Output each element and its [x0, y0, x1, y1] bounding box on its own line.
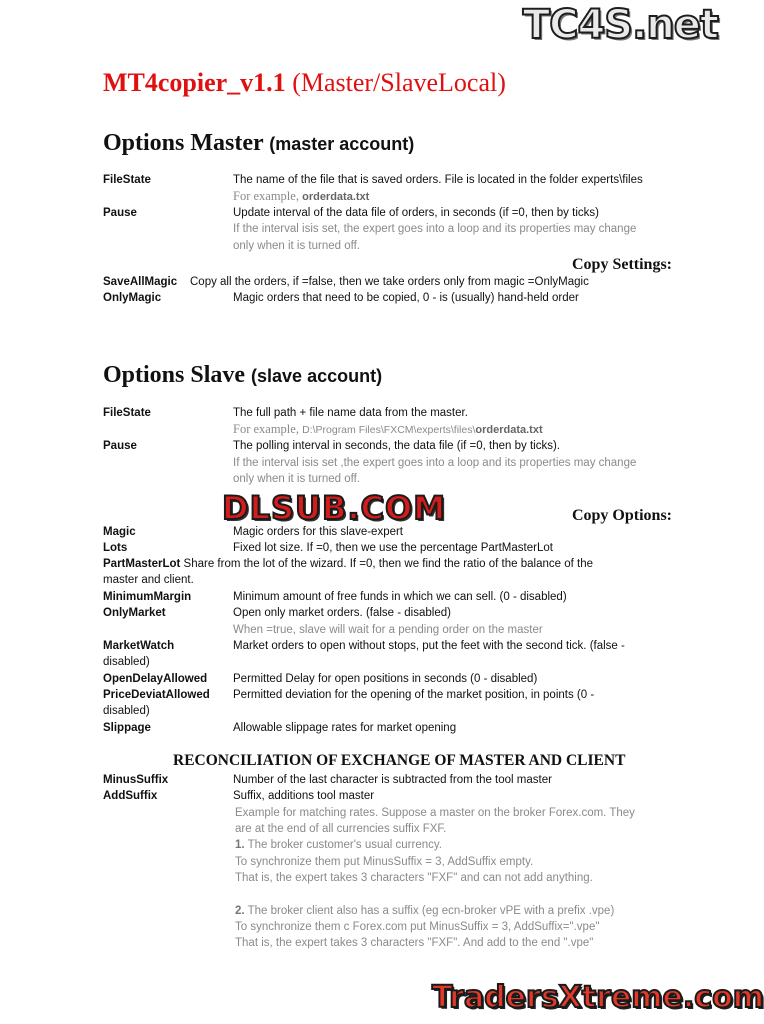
case-1-text: The broker customer's usual currency. — [247, 839, 442, 851]
example-prefix: For example, — [233, 422, 299, 436]
slave-opendelay-desc: Permitted Delay for open positions in seconds (0 - disabled) — [233, 673, 538, 685]
minussuffix-desc: Number of the last character is subtracted from the tool master — [233, 774, 552, 786]
case-2-text: The broker client also has a suffix (eg ecn-broker vPE with a prefix .vpe) — [247, 905, 615, 917]
example-line-2: are at the end of all currencies suffix FXF. — [235, 823, 447, 835]
master-pause-note-2: only when it is turned off. — [233, 240, 360, 252]
slave-marketwatch-desc: Market orders to open without stops, put the feet with the second tick. (false - — [233, 640, 625, 652]
master-heading-sub: (master account) — [269, 134, 415, 154]
slave-minimummargin-key: MinimumMargin — [103, 591, 192, 603]
case-2-number: 2. — [235, 905, 245, 917]
example-path: D:\Program Files\FXCM\experts\files\ — [302, 424, 476, 436]
case-1-line-2: To synchronize them put MinusSuffix = 3, AddSuffix empty. — [235, 856, 534, 868]
slave-heading — [103, 362, 382, 389]
master-saveallmagic-key: SaveAllMagic — [103, 276, 178, 288]
slave-marketwatch-desc-2: disabled) — [103, 656, 150, 668]
example-file: orderdata.txt — [302, 191, 370, 203]
slave-partmasterlot-line-1 — [103, 558, 593, 570]
slave-filestate-example — [233, 422, 543, 437]
case-1-number: 1. — [235, 839, 245, 851]
slave-pause-key: Pause — [103, 440, 137, 452]
case-2-line-3: That is, the expert takes 3 characters "FXF". And add to the end ".vpe" — [235, 937, 594, 949]
master-filestate-example — [233, 189, 369, 204]
slave-filestate-key: FileState — [103, 407, 151, 419]
slave-pricedeviat-key: PriceDeviatAllowed — [103, 689, 210, 701]
slave-onlymarket-note: When =true, slave will wait for a pending order on the master — [233, 624, 543, 636]
slave-pricedeviat-desc: Permitted deviation for the opening of the market position, in points (0 - — [233, 689, 595, 701]
slave-partmasterlot-key: PartMasterLot — [103, 558, 181, 570]
case-1-line-3: That is, the expert takes 3 characters "FXF" and can not add anything. — [235, 872, 593, 884]
slave-minimummargin-desc: Minimum amount of free funds in which we can sell. (0 - disabled) — [233, 591, 567, 603]
case-2-line-1 — [235, 905, 614, 917]
slave-magic-desc: Magic orders for this slave-expert — [233, 526, 404, 538]
document-title — [103, 68, 506, 98]
master-onlymagic-desc: Magic orders that need to be copied, 0 - is (usually) hand-held order — [233, 292, 579, 304]
slave-slippage-desc: Allowable slippage rates for market opening — [233, 722, 457, 734]
tradersxtreme-watermark-logo: TradersXtreme.com — [432, 980, 764, 1015]
slave-lots-key: Lots — [103, 542, 128, 554]
slave-pricedeviat-desc-2: disabled) — [103, 705, 150, 717]
slave-partmasterlot-desc: Share from the lot of the wizard. If =0, then we find the ratio of the balance of the — [183, 558, 593, 570]
dlsub-watermark-logo: DLSUB.COM — [222, 489, 447, 527]
master-filestate-desc: The name of the file that is saved orders. File is located in the folder experts\files — [233, 174, 643, 186]
master-pause-desc: Update interval of the data file of orders, in seconds (if =0, then by ticks) — [233, 207, 599, 219]
copy-options-heading: Copy Options: — [571, 507, 672, 524]
slave-marketwatch-key: MarketWatch — [103, 640, 175, 652]
title-product: MT4copier_v1.1 — [103, 68, 286, 97]
example-file: orderdata.txt — [475, 424, 543, 436]
master-filestate-key: FileState — [103, 174, 151, 186]
addsuffix-key: AddSuffix — [103, 790, 158, 802]
copy-settings-heading: Copy Settings: — [571, 256, 672, 273]
master-heading — [103, 130, 414, 157]
master-onlymagic-key: OnlyMagic — [103, 292, 162, 304]
slave-onlymarket-desc: Open only market orders. (false - disabled) — [233, 607, 451, 619]
slave-heading-sub: (slave account) — [251, 366, 383, 386]
slave-partmasterlot-line-2: master and client. — [103, 574, 194, 586]
case-1-line-1 — [235, 839, 442, 851]
slave-filestate-desc: The full path + file name data from the master. — [233, 407, 468, 419]
slave-opendelay-key: OpenDelayAllowed — [103, 673, 208, 685]
slave-slippage-key: Slippage — [103, 722, 151, 734]
slave-heading-title: Options Slave — [103, 362, 246, 388]
example-line-1: Example for matching rates. Suppose a master on the broker Forex.com. They — [235, 807, 635, 819]
case-2-line-2: To synchronize them c Forex.com put MinusSuffix = 3, AddSuffix=".vpe" — [235, 921, 600, 933]
slave-pause-note-1: If the interval isis set ,the expert goes into a loop and its properties may change — [233, 457, 637, 469]
slave-pause-note-2: only when it is turned off. — [233, 473, 360, 485]
master-saveallmagic-desc: Copy all the orders, if =false, then we take orders only from magic =OnlyMagic — [190, 276, 589, 288]
example-prefix: For example, — [233, 189, 299, 203]
tc4s-watermark-logo: TC4S.net — [522, 2, 718, 48]
addsuffix-desc: Suffix, additions tool master — [233, 790, 375, 802]
master-heading-title: Options Master — [103, 130, 264, 156]
title-mode: (Master/SlaveLocal) — [292, 68, 506, 97]
slave-onlymarket-key: OnlyMarket — [103, 607, 166, 619]
minussuffix-key: MinusSuffix — [103, 774, 169, 786]
reconciliation-heading: RECONCILIATION OF EXCHANGE OF MASTER AND CLIENT — [173, 752, 626, 769]
slave-lots-desc: Fixed lot size. If =0, then we use the percentage PartMasterLot — [233, 542, 553, 554]
slave-magic-key: Magic — [103, 526, 136, 538]
slave-pause-desc: The polling interval in seconds, the data file (if =0, then by ticks). — [233, 440, 560, 452]
master-pause-note-1: If the interval isis set, the expert goes into a loop and its properties may change — [233, 223, 637, 235]
master-pause-key: Pause — [103, 207, 137, 219]
